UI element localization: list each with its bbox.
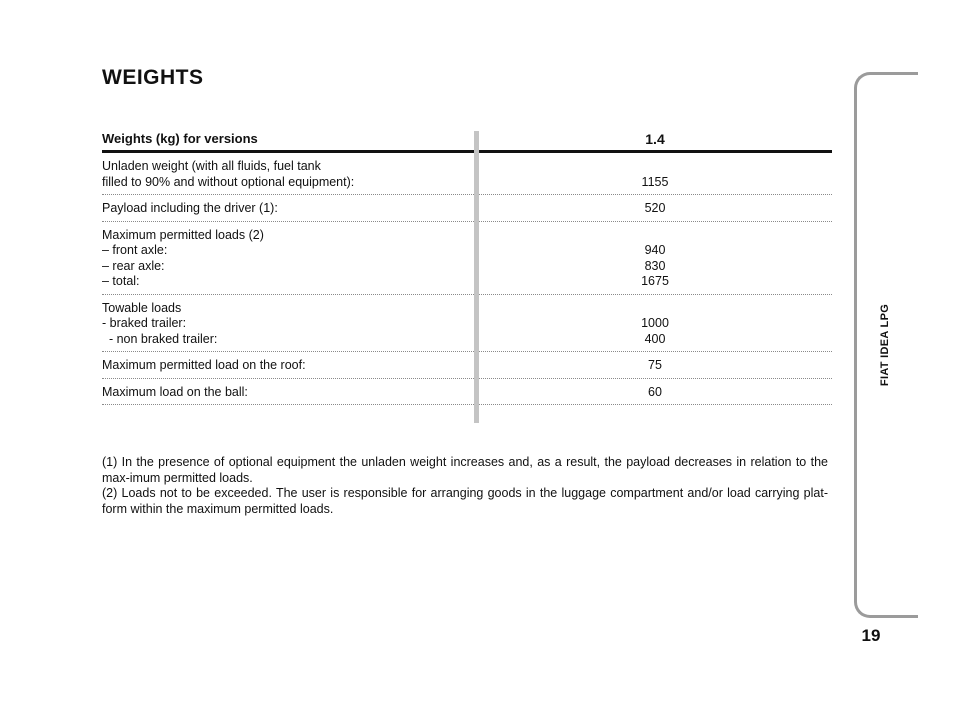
row-value	[522, 175, 788, 191]
row-label-line: filled to 90% and without optional equipment):	[102, 174, 355, 189]
row-label-line: Towable loads	[102, 300, 182, 315]
row-label-line: – rear axle:	[102, 258, 165, 273]
row-label	[102, 222, 472, 294]
row-value-line: 830	[644, 258, 666, 273]
row-label	[102, 195, 472, 221]
row-value-line: 940	[644, 243, 666, 257]
row-value	[522, 385, 788, 401]
row-label-line: Maximum load on the ball:	[102, 384, 248, 399]
row-label-line: – total:	[102, 274, 140, 288]
table-header	[102, 128, 832, 150]
table-row	[102, 153, 832, 195]
row-value-line: 75	[648, 358, 662, 372]
row-label	[102, 352, 472, 378]
row-value-line: 400	[644, 331, 666, 346]
row-label-line: Payload including the driver (1):	[102, 201, 278, 215]
row-label	[102, 153, 472, 194]
side-tab-label: FIAT IDEA LPG	[879, 303, 891, 387]
row-value	[522, 201, 788, 217]
table-row	[102, 379, 832, 406]
row-value-line: 520	[644, 201, 666, 215]
row-value-line: 1675	[641, 274, 669, 288]
row-value	[522, 358, 788, 374]
row-label-line: - non braked trailer:	[102, 331, 218, 346]
column-divider	[474, 131, 479, 423]
row-label	[102, 379, 472, 405]
page-number: 19	[861, 626, 881, 645]
row-label	[102, 295, 472, 352]
footnotes	[102, 455, 828, 517]
page-title: WEIGHTS	[102, 66, 204, 89]
row-value-line: 1000	[641, 316, 669, 330]
row-label-line: Maximum permitted loads (2)	[102, 227, 264, 242]
table-header-label: Weights (kg) for versions	[102, 131, 258, 146]
footnote: (2) Loads not to be exceeded. The user is responsible for arranging goods in the luggage compartment and/or load carrying plat-form within the maximum permitted loads.	[102, 486, 828, 516]
row-value	[522, 316, 788, 347]
row-label-line: - braked trailer:	[102, 316, 187, 330]
row-value-line: 1155	[641, 174, 669, 189]
row-value	[522, 243, 788, 290]
table-row	[102, 222, 832, 295]
table-row	[102, 295, 832, 353]
row-label-line: Maximum permitted load on the roof:	[102, 358, 306, 372]
row-value-line: 60	[648, 384, 662, 399]
table-row	[102, 352, 832, 379]
table-row	[102, 195, 832, 222]
row-label-line: Unladen weight (with all fluids, fuel tank	[102, 159, 321, 173]
footnote: (1) In the presence of optional equipment the unladen weight increases and, as a result, the payload decreases in relation to the max-imum permitted loads.	[102, 455, 828, 485]
weights-table	[102, 128, 832, 405]
version-header: 1.4	[645, 131, 665, 147]
row-label-line: – front axle:	[102, 243, 168, 257]
